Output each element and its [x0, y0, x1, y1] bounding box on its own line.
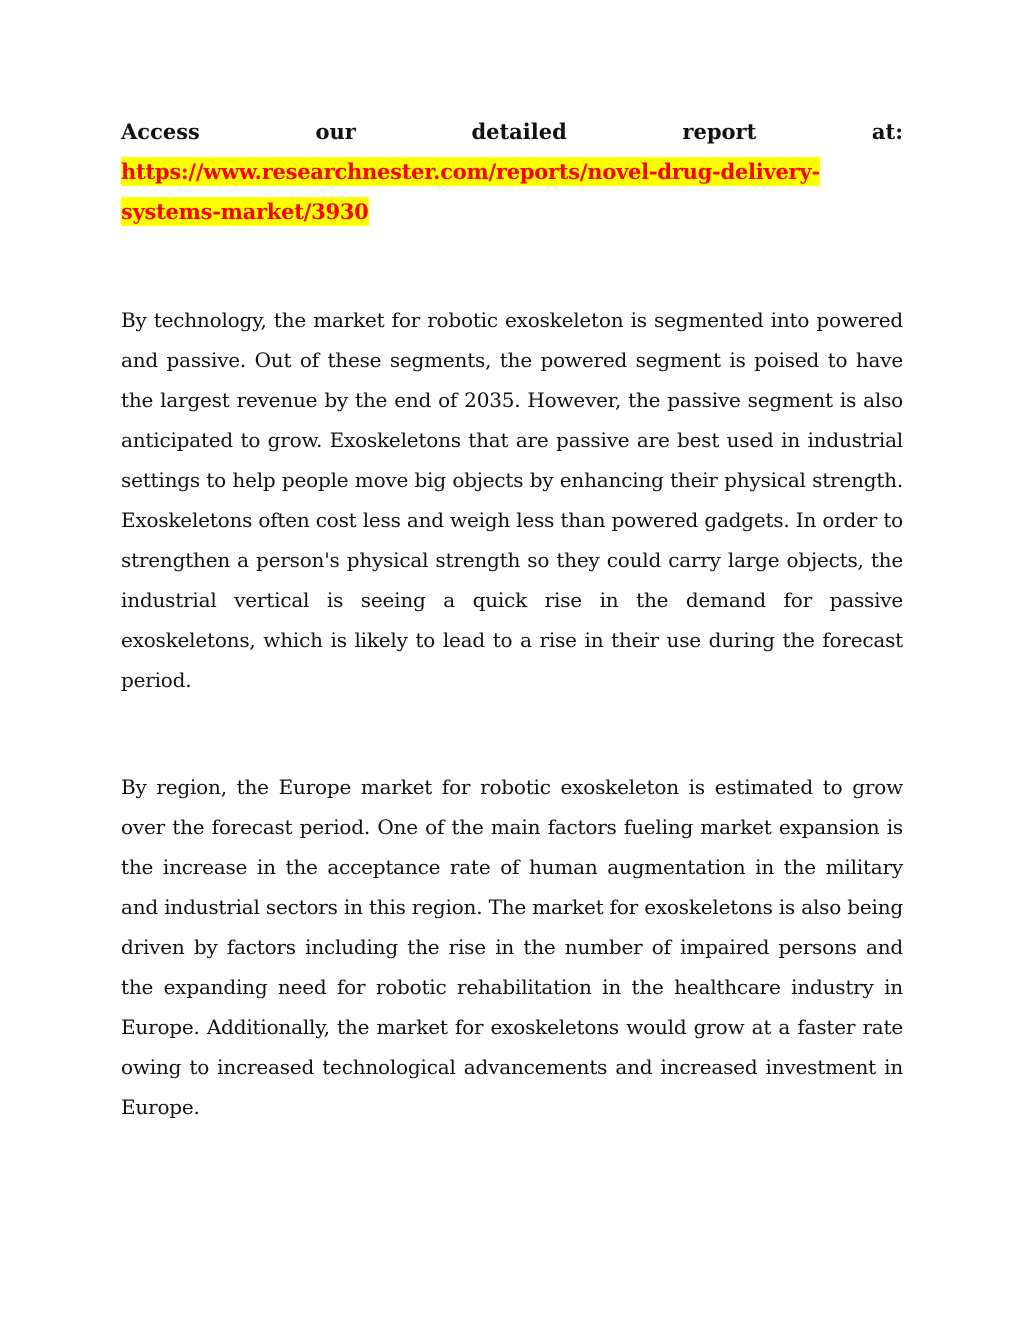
- access-report-line: [121, 112, 903, 152]
- report-word: report: [682, 119, 757, 144]
- report-link-block: [121, 152, 903, 232]
- report-link-line-2[interactable]: systems-market/3930: [121, 199, 369, 224]
- region-paragraph: By region, the Europe market for robotic exoskeleton is estimated to grow over the forecast period. One of the main factors fueling market expansion is the increase in the acceptance rate of human augmentation in the military and industrial sectors in this region. The market for exoskeletons is also being driven by factors including the rise in the number of impaired persons and the expanding need for robotic rehabilitation in the healthcare industry in Europe. Additionally, the market for exoskeletons would grow at a faster rate owing to increased technological advancements and increased investment in Europe.: [121, 775, 903, 1119]
- technology-paragraph: By technology, the market for robotic exoskeleton is segmented into powered and passive. Out of these segments, the powered segment is poised to have the largest revenue by the end of 2035. However, the passive segment is also anticipated to grow. Exoskeletons that are passive are best used in industrial settings to help people move big objects by enhancing their physical strength. Exoskeletons often cost less and weigh less than powered gadgets. In order to strengthen a person's physical strength so they could carry large objects, the industrial vertical is seeing a quick rise in the demand for passive exoskeletons, which is likely to lead to a rise in their use during the forecast period.: [121, 308, 903, 692]
- at-word: at:: [871, 119, 903, 144]
- detailed-word: detailed: [471, 119, 567, 144]
- access-word: Access: [121, 119, 200, 144]
- document-page: [121, 112, 903, 1127]
- our-word: our: [315, 119, 356, 144]
- report-link-line-1[interactable]: https://www.researchnester.com/reports/novel-drug-delivery-: [121, 159, 820, 184]
